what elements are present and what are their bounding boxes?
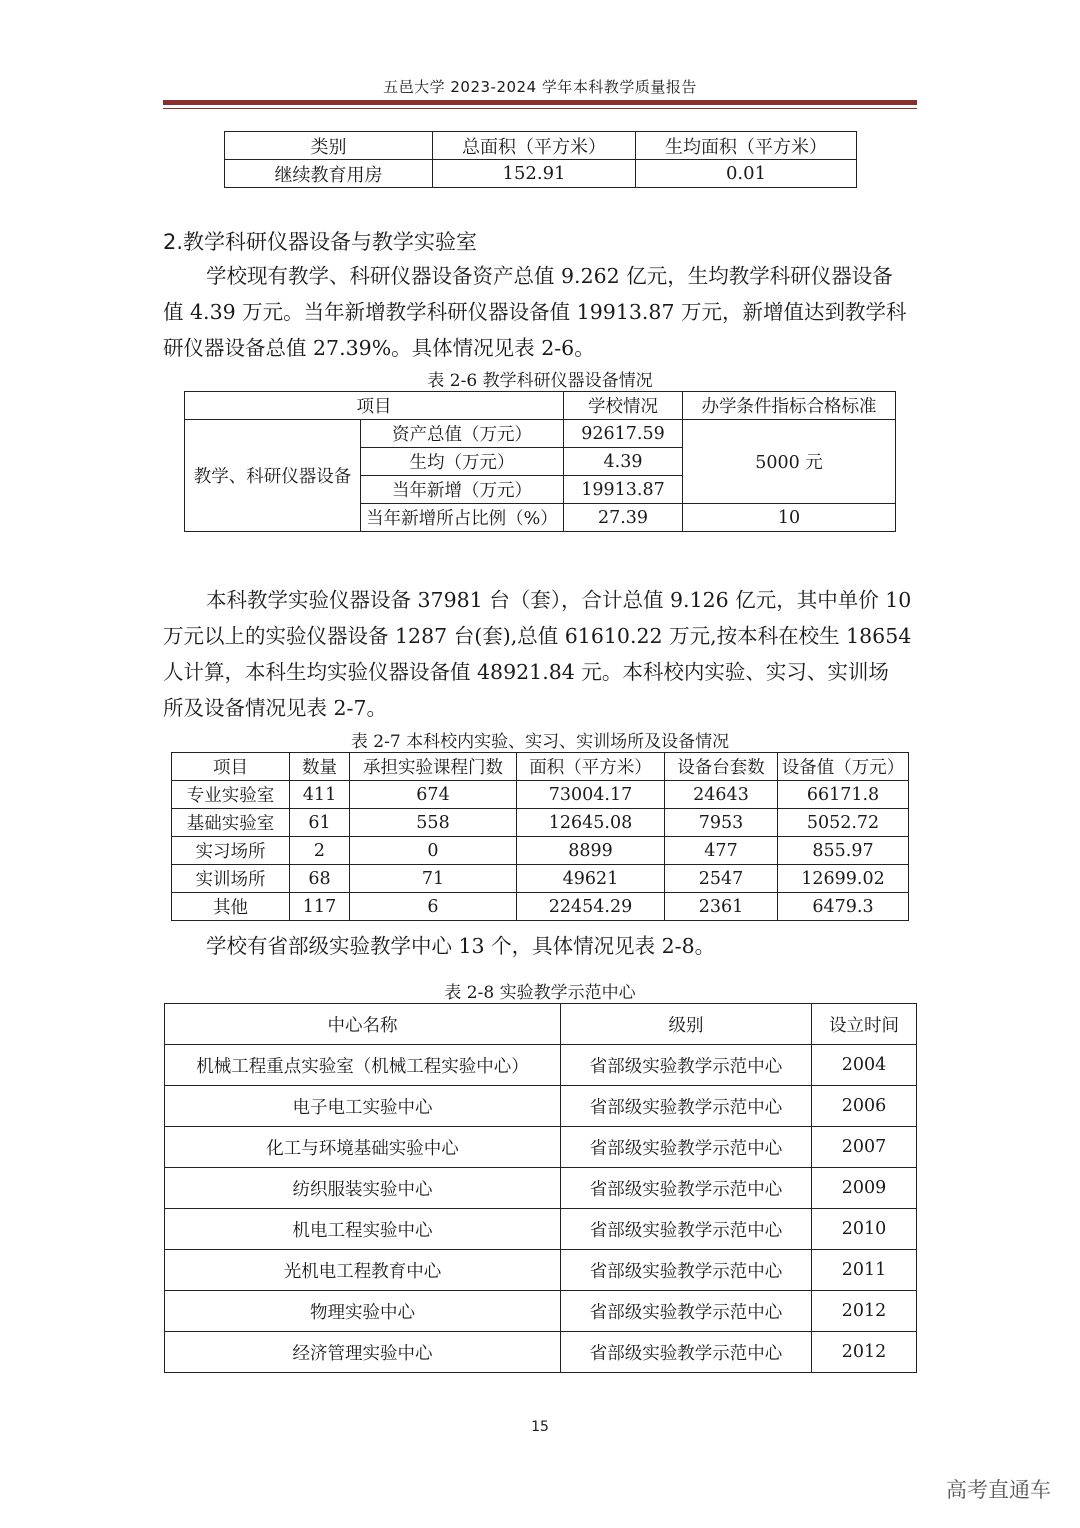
table-cell: 152.91 [433,160,636,188]
table-cell: 2361 [665,893,778,921]
table-cell: 省部级实验教学示范中心 [561,1086,812,1127]
paragraph-lab-equipment [163,582,917,726]
table-cell: 机电工程实验中心 [165,1209,561,1250]
table-cell: 当年新增所占比例（%） [361,504,564,532]
table-cell: 2009 [812,1168,917,1209]
table-cell: 生均（万元） [361,448,564,476]
table-cell: 2012 [812,1291,917,1332]
table-cell: 558 [350,809,517,837]
table-cell: 机械工程重点实验室（机械工程实验中心） [165,1045,561,1086]
table-header-cell: 学校情况 [564,392,683,420]
table-cell: 2011 [812,1250,917,1291]
table-header-row [172,753,909,781]
table-cell: 117 [290,893,350,921]
table-cell: 经济管理实验中心 [165,1332,561,1373]
paragraph-line: 研仪器设备总值 27.39%。具体情况见表 2-6。 [163,336,595,360]
table-2-8 [164,1003,917,1373]
table-caption-2-6: 表 2-6 教学科研仪器设备情况 [427,371,653,391]
table-header-cell: 办学条件指标合格标准 [683,392,896,420]
table-header-row [165,1004,917,1045]
table-cell: 5052.72 [778,809,909,837]
table-cell: 实习场所 [172,837,290,865]
table-header-cell: 项目 [185,392,564,420]
table-header-cell: 项目 [172,753,290,781]
table-row [185,420,896,448]
paragraph-line: 人计算，本科生均实验仪器设备值 48921.84 元。本科校内实验、实习、实训场 [163,660,889,684]
area-table [224,131,857,188]
table-row [165,1086,917,1127]
table-2-7 [171,752,909,921]
table-cell: 2012 [812,1332,917,1373]
paragraph-equipment-summary [163,258,917,366]
table-cell: 实训场所 [172,865,290,893]
table-cell: 物理实验中心 [165,1291,561,1332]
table-cell: 49621 [517,865,665,893]
table-cell: 61 [290,809,350,837]
table-cell: 省部级实验教学示范中心 [561,1127,812,1168]
table-cell: 68 [290,865,350,893]
table-cell: 855.97 [778,837,909,865]
table-cell: 纺织服装实验中心 [165,1168,561,1209]
page-number: 15 [531,1419,549,1435]
table-cell: 省部级实验教学示范中心 [561,1250,812,1291]
table-row [165,1209,917,1250]
table-header-cell: 设备值（万元） [778,753,909,781]
table-cell: 66171.8 [778,781,909,809]
page-header-title: 五邑大学 2023-2024 学年本科教学质量报告 [383,78,697,96]
table-cell: 19913.87 [564,476,683,504]
section-heading: 2.教学科研仪器设备与教学实验室 [163,230,478,254]
table-cell: 省部级实验教学示范中心 [561,1291,812,1332]
table-header-cell: 设备台套数 [665,753,778,781]
table-cell: 专业实验室 [172,781,290,809]
table-row [172,781,909,809]
table-cell: 22454.29 [517,893,665,921]
table-cell: 6479.3 [778,893,909,921]
table-header-row [225,132,857,160]
table-row [172,865,909,893]
table-row [165,1168,917,1209]
table-cell: 674 [350,781,517,809]
table-cell: 2004 [812,1045,917,1086]
table-cell: 2547 [665,865,778,893]
table-row [165,1250,917,1291]
table-header-cell: 中心名称 [165,1004,561,1045]
watermark-text: 高考直通车 [946,1478,1051,1502]
paragraph-centers [163,928,917,964]
header-rule-thin [163,108,917,109]
table-cell: 2006 [812,1086,917,1127]
table-header-cell: 类别 [225,132,433,160]
table-cell: 省部级实验教学示范中心 [561,1209,812,1250]
table-header-cell: 承担实验课程门数 [350,753,517,781]
table-cell: 6 [350,893,517,921]
table-header-cell: 级别 [561,1004,812,1045]
table-2-6 [184,391,896,532]
table-cell: 12645.08 [517,809,665,837]
table-cell: 2 [290,837,350,865]
table-cell: 73004.17 [517,781,665,809]
table-header-row [185,392,896,420]
table-cell: 27.39 [564,504,683,532]
table-row [172,809,909,837]
table-cell: 省部级实验教学示范中心 [561,1168,812,1209]
table-caption-2-7: 表 2-7 本科校内实验、实习、实训场所及设备情况 [350,732,730,752]
table-cell: 当年新增（万元） [361,476,564,504]
table-cell: 0 [350,837,517,865]
table-cell: 10 [683,504,896,532]
table-cell: 省部级实验教学示范中心 [561,1045,812,1086]
table-cell: 411 [290,781,350,809]
paragraph-line: 万元以上的实验仪器设备 1287 台(套),总值 61610.22 万元,按本科在校生 18654 [163,624,912,648]
table-cell: 其他 [172,893,290,921]
paragraph-line: 所及设备情况见表 2-7。 [163,696,388,720]
table-caption-2-8: 表 2-8 实验教学示范中心 [444,983,636,1003]
table-cell: 71 [350,865,517,893]
table-cell: 光机电工程教育中心 [165,1250,561,1291]
table-cell: 92617.59 [564,420,683,448]
header-rule-thick [163,100,917,105]
table-cell: 电子电工实验中心 [165,1086,561,1127]
table-cell: 12699.02 [778,865,909,893]
table-cell: 24643 [665,781,778,809]
table-cell: 化工与环境基础实验中心 [165,1127,561,1168]
table-row [165,1332,917,1373]
table-cell: 477 [665,837,778,865]
table-header-cell: 生均面积（平方米） [636,132,857,160]
paragraph-line: 学校现有教学、科研仪器设备资产总值 9.262 亿元，生均教学科研仪器设备 [206,264,893,288]
table-header-cell: 面积（平方米） [517,753,665,781]
paragraph-line: 学校有省部级实验教学中心 13 个，具体情况见表 2-8。 [206,934,716,958]
table-cell: 2010 [812,1209,917,1250]
table-cell: 8899 [517,837,665,865]
paragraph-line: 本科教学实验仪器设备 37981 台（套），合计总值 9.126 亿元，其中单价 10 [206,588,912,612]
table-cell: 4.39 [564,448,683,476]
table-cell: 资产总值（万元） [361,420,564,448]
table-group-cell: 教学、科研仪器设备 [185,420,361,532]
table-row [225,160,857,188]
table-cell: 0.01 [636,160,857,188]
table-header-cell: 总面积（平方米） [433,132,636,160]
table-cell: 基础实验室 [172,809,290,837]
table-cell: 2007 [812,1127,917,1168]
table-row [165,1291,917,1332]
table-cell: 5000 元 [683,420,896,504]
table-cell: 省部级实验教学示范中心 [561,1332,812,1373]
table-cell: 7953 [665,809,778,837]
table-cell: 继续教育用房 [225,160,433,188]
table-header-cell: 设立时间 [812,1004,917,1045]
table-row [172,837,909,865]
table-row [172,893,909,921]
table-row [165,1127,917,1168]
table-row [165,1045,917,1086]
paragraph-line: 值 4.39 万元。当年新增教学科研仪器设备值 19913.87 万元，新增值达到教学科 [163,300,907,324]
table-header-cell: 数量 [290,753,350,781]
